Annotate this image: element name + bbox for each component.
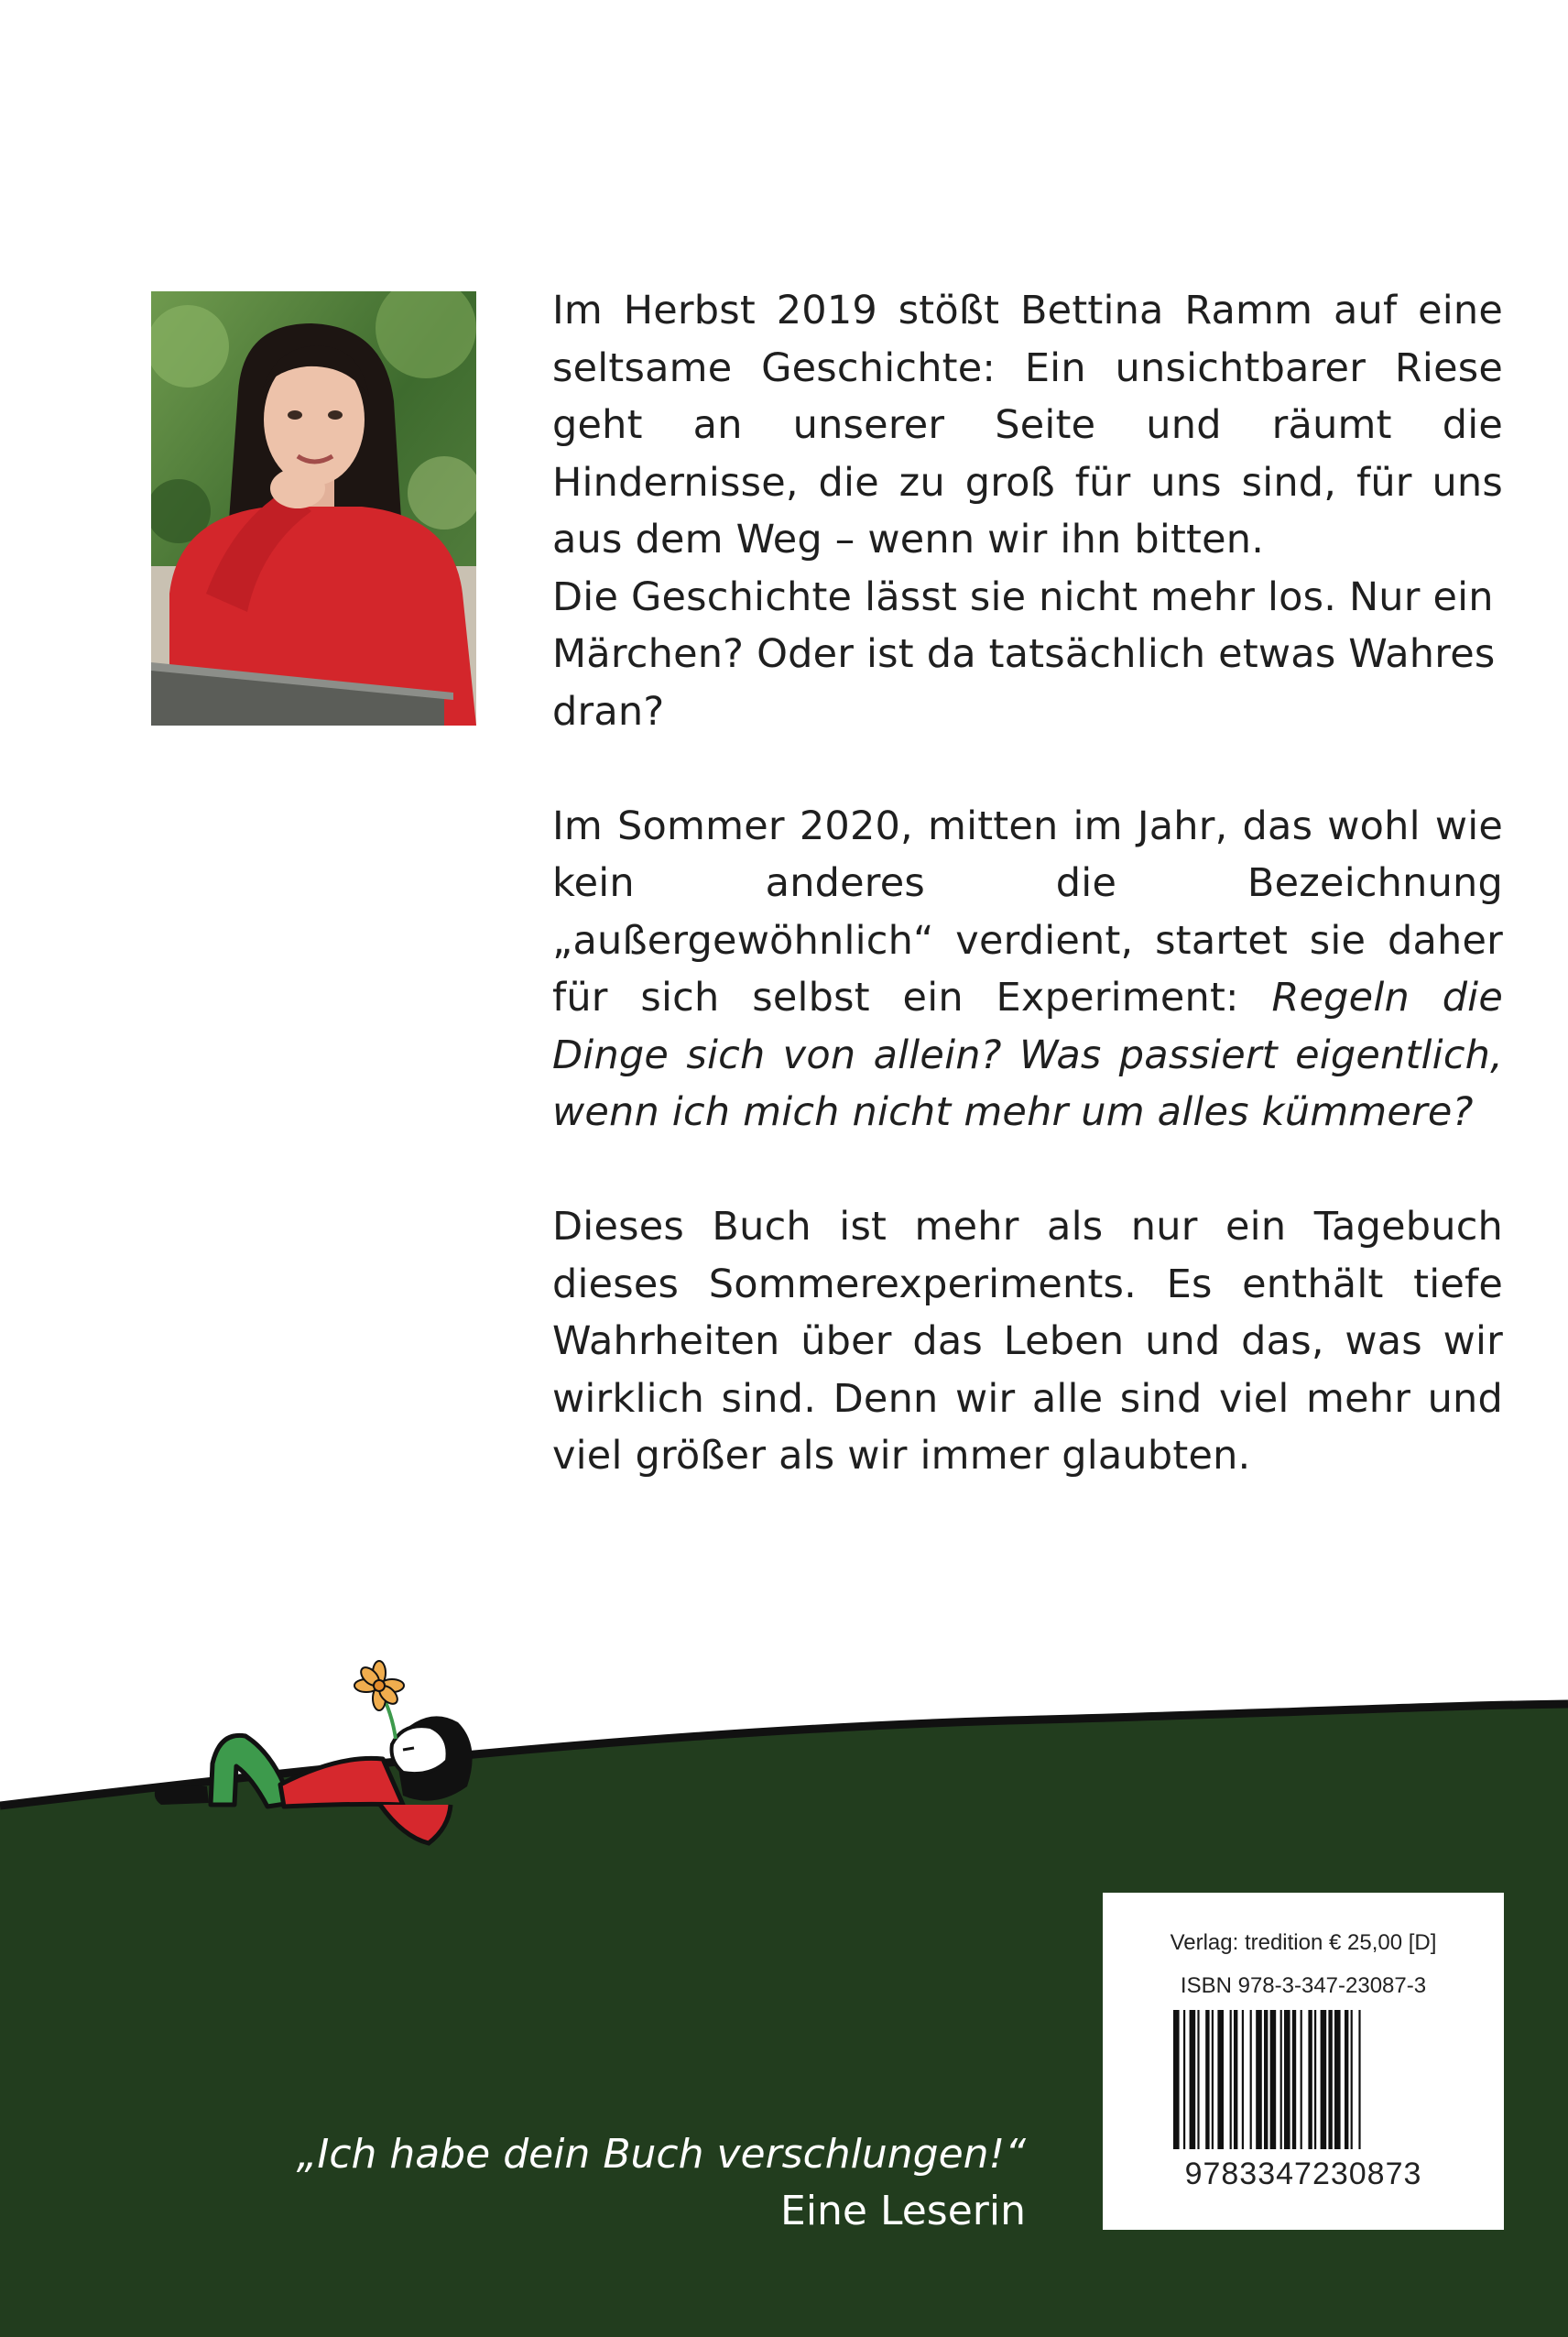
barcode-stripe [1301,2010,1302,2149]
barcode-stripe [1280,2010,1282,2149]
barcode-stripe [1321,2010,1327,2149]
quote-attribution: Eine Leserin [780,2188,1026,2234]
barcode-stripe [1358,2010,1360,2149]
barcode-number: 9783347230873 [1184,2157,1422,2191]
barcode-stripe [1212,2010,1214,2149]
barcode-stripe [1308,2010,1312,2149]
reader-quote [183,2126,1026,2240]
barcode-stripe [1250,2010,1252,2149]
barcode-stripe [1190,2010,1196,2149]
book-blurb [552,282,1503,1485]
barcode-stripe [1334,2010,1341,2149]
barcode-stripe [1205,2010,1209,2149]
barcode-stripe [1328,2010,1332,2149]
publisher-price: Verlag: tredition € 25,00 [D] [1170,1930,1437,1955]
barcode-stripe [1234,2010,1237,2149]
barcode-stripe [1292,2010,1296,2149]
barcode-stripe [1264,2010,1268,2149]
quote-text: „Ich habe dein Buch verschlungen!“ [296,2131,1026,2178]
barcode-stripe [1173,2010,1180,2149]
flower [354,1661,404,1710]
barcode-stripe [1270,2010,1277,2149]
blurb-paragraph-2 [552,798,1503,1141]
barcode-stripe [1230,2010,1232,2149]
barcode-bars [1171,2010,1437,2149]
barcode-stripe [1345,2010,1348,2149]
blurb-paragraph-1b: Die Geschichte lässt sie nicht mehr los. Nur ein Märchen? Oder ist da tatsächlich etwas Wahres dran? [552,573,1496,735]
barcode-stripe [1314,2010,1316,2149]
author-photo [151,291,476,726]
barcode-stripe [1217,2010,1224,2149]
barcode-stripe [1256,2010,1262,2149]
barcode-stripe [1197,2010,1199,2149]
barcode-label [1103,1893,1504,2230]
barcode-stripe [1242,2010,1244,2149]
blurb-paragraph-2-italic: Regeln die Dinge sich von allein? Was passiert eigentlich, wenn ich mich nicht mehr um alles kümmere? [552,975,1503,1135]
blurb-paragraph-2-text: Im Sommer 2020, mitten im Jahr, das wohl wie kein anderes die Bezeichnung „außergewöhnlich“ verdient, startet sie daher für sich selbst ein Experiment: [552,803,1503,1021]
barcode-stripe [1351,2010,1353,2149]
blurb-paragraph-3: Dieses Buch ist mehr als nur ein Tagebuch dieses Sommerexperiments. Es enthält tiefe Wahrheiten über das Leben und das, was wir wirklich sind. Denn wir alle sind viel mehr und viel größer als wir immer glaubten. [552,1204,1503,1479]
blurb-paragraph-1: Im Herbst 2019 stößt Bettina Ramm auf eine seltsame Geschichte: Ein unsichtbarer Riese geht an unserer Seite und räumt die Hindernisse, die zu groß für uns sind, für uns aus dem Weg – wenn wir ihn bitten. [552,288,1503,562]
barcode-stripe [1183,2010,1185,2149]
isbn-text: ISBN 978-3-347-23087-3 [1180,1973,1427,1998]
barcode-stripe [1284,2010,1290,2149]
